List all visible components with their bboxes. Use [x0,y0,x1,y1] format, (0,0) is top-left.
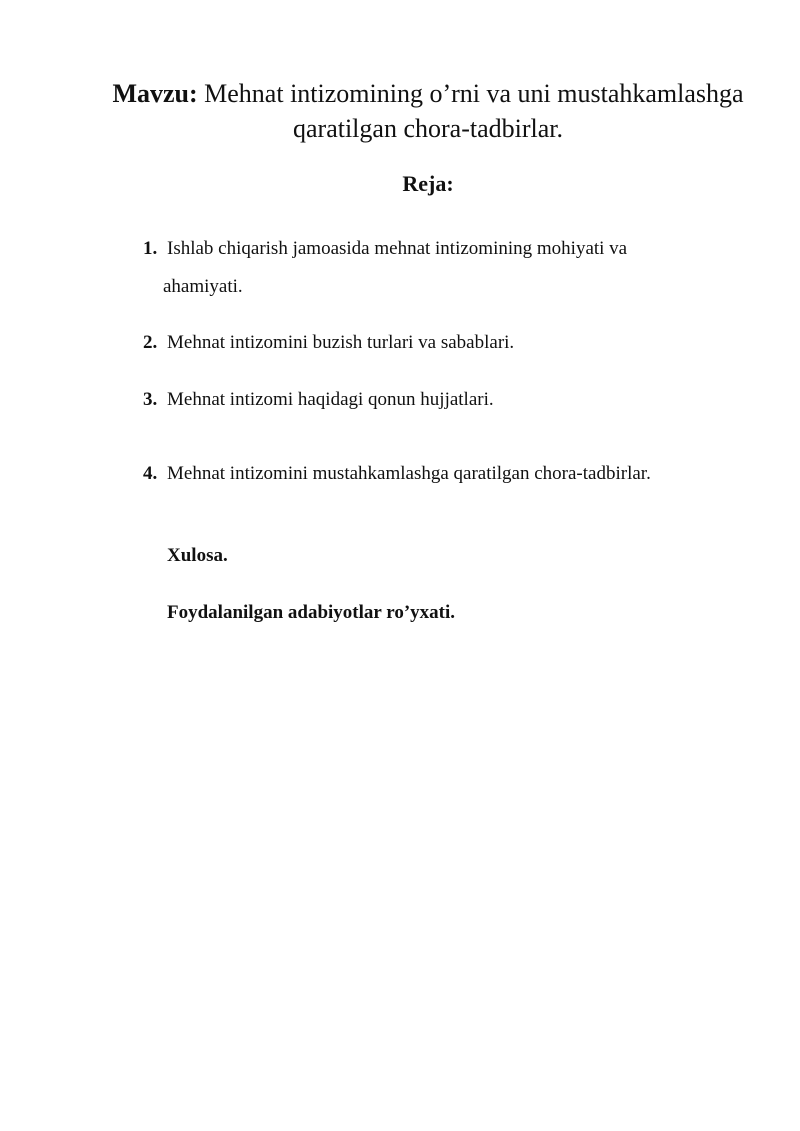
plan-item-number: 1. [143,238,158,259]
plan-item-text-continued: ahamiyati. [163,276,243,297]
plan-item-text: Ishlab chiqarish jamoasida mehnat intizomining mohiyati va [167,238,628,259]
plan-item-number: 3. [143,389,158,410]
page-title [100,76,756,146]
references-heading: Foydalanilgan adabiyotlar ro’yxati. [167,602,456,623]
plan-item-4 [143,455,743,493]
plan-item-2 [143,324,743,362]
plan-item-text: Mehnat intizomi haqidagi qonun hujjatlari. [167,389,494,410]
title-text: Mehnat intizomining o’rni va uni mustahkamlashga qaratilgan chora-tadbirlar. [197,79,744,143]
plan-item-3 [143,381,743,419]
plan-item-1 [143,230,743,306]
plan-item-text: Mehnat intizomini mustahkamlashga qaratilgan chora-tadbirlar. [167,463,651,484]
title-label: Mavzu: [112,79,198,108]
plan-item-number: 2. [143,332,158,353]
conclusion-heading: Xulosa. [167,545,228,566]
plan-item-number: 4. [143,463,158,484]
plan-item-text: Mehnat intizomini buzish turlari va sabablari. [167,332,515,353]
plan-heading: Reja: [402,171,454,196]
